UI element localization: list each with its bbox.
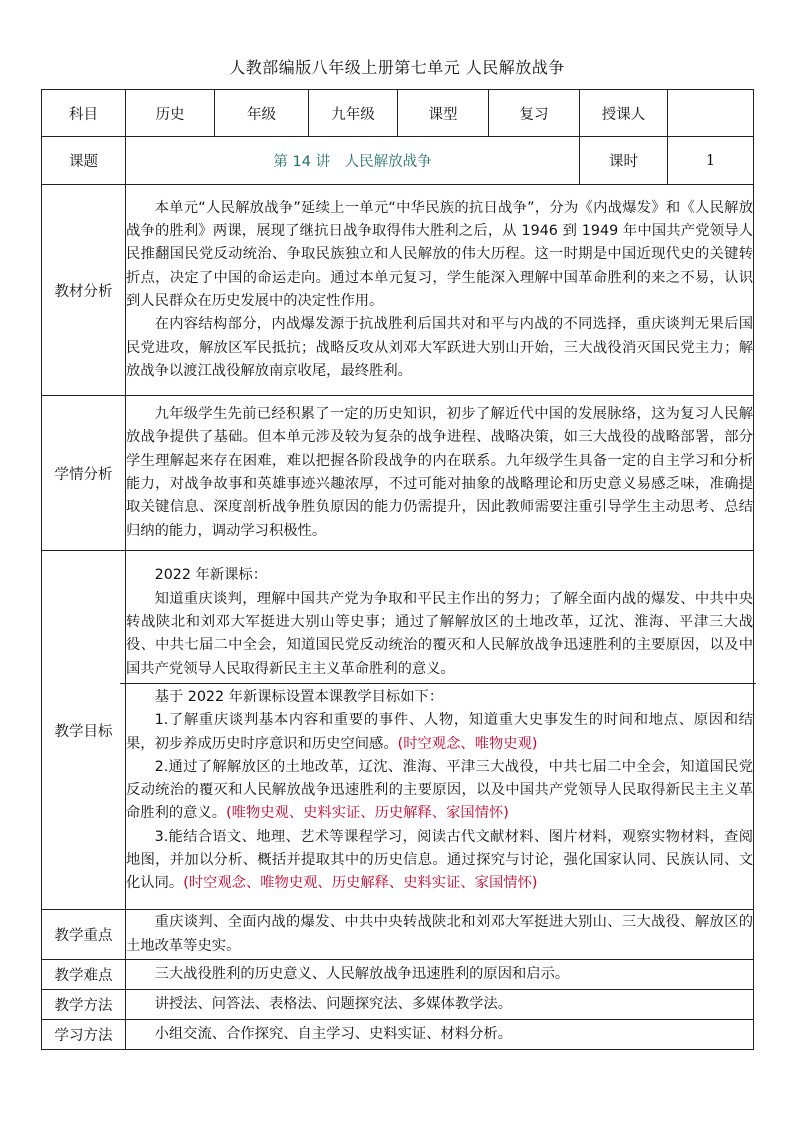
hours-label: 课时: [580, 137, 668, 185]
objectives-content: [126, 551, 754, 910]
grade-value: 九年级: [309, 90, 398, 137]
objective-1-tag: (时空观念、唯物史观): [397, 735, 538, 752]
key-points-row: [42, 910, 754, 960]
textbook-row: [42, 185, 754, 396]
methods-text: 讲授法、问答法、表格法、问题探究法、多媒体教学法。: [154, 995, 513, 1012]
textbook-content: [126, 185, 754, 396]
objectives-row: [42, 551, 754, 910]
objective-2-text: 2.通过了解解放区的土地改革，辽沈、淮海、平津三大战役，中共七届二中全会，知道国民党反动统治的覆灭和人民解放战争迅速胜利的主要原因，以及中国共产党领导人民取得新民主主义革命胜利的意义。: [126, 758, 753, 822]
topic-row: [42, 137, 754, 185]
study-row: [42, 1020, 754, 1050]
page-title: 人教部编版八年级上册第七单元 人民解放战争: [229, 58, 565, 77]
difficulties-label: 教学难点: [42, 960, 126, 990]
methods-cell: [126, 990, 754, 1020]
objective-3-tag: (时空观念、唯物史观、历史解释、史料实证、家国情怀): [183, 875, 538, 892]
objective-1-text: 1.了解重庆谈判基本内容和重要的事件、人物，知道重大史事发生的时间和地点、原因和结果，初步养成历史时序意识和历史空间感。: [126, 712, 753, 752]
learner-row: [42, 396, 754, 551]
info-row: [42, 90, 754, 137]
key-points-label: 教学重点: [42, 910, 126, 960]
subject-label: 科目: [42, 90, 126, 137]
study-text: 小组交流、合作探究、自主学习、史料实证、材料分析。: [154, 1025, 513, 1042]
difficulties-cell: [126, 960, 754, 990]
topic-value: 第 14 讲 人民解放战争: [126, 137, 580, 185]
methods-label: 教学方法: [42, 990, 126, 1020]
textbook-para-2: 在内容结构部分，内战爆发源于抗战胜利后国共对和平与内战的不同选择，重庆谈判无果后国民党进攻，解放区军民抵抗；战略反攻从刘邓大军跃进大别山开始，三大战役消灭国民党主力；解放战争以渡江战役解放南京收尾，最终胜利。: [126, 316, 753, 379]
type-value: 复习: [489, 90, 580, 137]
study-cell: [126, 1020, 754, 1050]
key-points-cell: [126, 910, 754, 960]
hours-value: 1: [668, 137, 754, 185]
topic-label: 课题: [42, 137, 126, 185]
grade-label: 年级: [215, 90, 309, 137]
subject-value: 历史: [126, 90, 215, 137]
study-label: 学习方法: [42, 1020, 126, 1050]
difficulties-row: [42, 960, 754, 990]
objective-3-text: 3.能结合语文、地理、艺术等课程学习，阅读古代文献材料、图片材料，观察实物材料，查阅地图，并加以分析、概括并提取其中的历史信息。通过探究与讨论，强化国家认同、民族认同、文化认同。: [126, 828, 753, 892]
standard-title: 2022 年新课标：: [154, 567, 268, 584]
standard-text: 知道重庆谈判，理解中国共产党为争取和平民主作出的努力；了解全面内战的爆发、中共中央转战陕北和刘邓大军挺进大别山等史事；通过了解解放区的土地改革，辽沈、淮海、平津三大战役、中共七届二中全会，知道国民党反动统治的覆灭和人民解放战争迅速胜利的主要原因，以及中国共产党领导人民取得新民主主义革命胜利的意义。: [126, 590, 753, 677]
learner-content: [126, 396, 754, 551]
methods-row: [42, 990, 754, 1020]
textbook-label: 教材分析: [42, 185, 126, 396]
lesson-plan-table: [41, 89, 754, 1050]
teacher-value: [668, 90, 754, 137]
learner-label: 学情分析: [42, 396, 126, 551]
learner-para: 九年级学生先前已经积累了一定的历史知识，初步了解近代中国的发展脉络，这为复习人民解放战争提供了基础。但本单元涉及较为复杂的战争进程、战略决策，如三大战役的战略部署，部分学生理解起来存在困难，难以把握各阶段战争的内在联系。九年级学生具备一定的自主学习和分析能力，对战争故事和英雄事迹兴趣浓厚，不过可能对抽象的战略理论和历史意义易感乏味，准确提取关键信息、深度剖析战争胜负原因的能力仍需提升，因此教师需要注重引导学生主动思考、总结归纳的能力，调动学习积极性。: [126, 406, 753, 539]
difficulties-text: 三大战役胜利的历史意义、人民解放战争迅速胜利的原因和启示。: [154, 965, 570, 982]
textbook-para-1: 本单元“人民解放战争”延续上一单元“中华民族的抗日战争”，分为《内战爆发》和《人民解放战争的胜利》两课，展现了继抗日战争取得伟大胜利之后，从 1946 到 1949 年中国共产党领导人民推翻国民党反动统治、争取民族独立和人民解放的伟大历程。这一时期是中国近现代史的关键转折点，决定了中国的命运走向。通过本单元复习，学生能深入理解中国革命胜利的来之不易，认识到人民群众在历史发展中的决定性作用。: [126, 199, 753, 309]
objectives-divider: [120, 683, 756, 896]
teacher-label: 授课人: [580, 90, 668, 137]
objectives-intro: 基于 2022 年新课标设置本课教学目标如下：: [154, 688, 444, 705]
objectives-label: 教学目标: [42, 551, 126, 910]
objective-1: [126, 709, 753, 756]
objective-2-tag: (唯物史观、史料实证、历史解释、家国情怀): [226, 805, 509, 822]
objective-2: [126, 756, 753, 826]
objective-3: [126, 826, 753, 896]
key-points-text: 重庆谈判、全面内战的爆发、中共中央转战陕北和刘邓大军挺进大别山、三大战役、解放区的土地改革等史实。: [126, 914, 753, 954]
type-label: 课型: [398, 90, 489, 137]
